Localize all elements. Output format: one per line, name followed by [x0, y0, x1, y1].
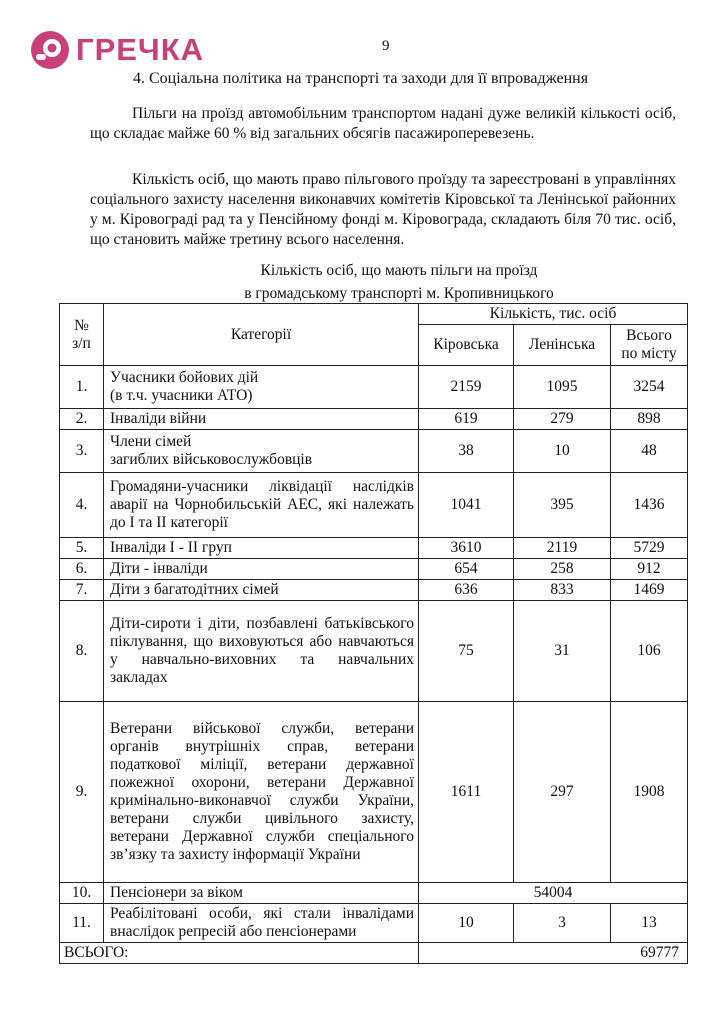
row-num: 11. [60, 904, 104, 943]
row-leninska: 10 [514, 430, 611, 473]
table-row [60, 559, 688, 580]
paragraph-benefits-share: Пільги на проїзд автомобільним транспортом надані дуже великій кількості осіб, що складає майже 60 % від загальних обсягів пасажироперевезень. [90, 105, 676, 142]
page-number: 9 [382, 38, 390, 54]
header-total: Всього по місту [611, 325, 688, 366]
row-category: Діти - інваліди [104, 559, 419, 580]
row-total: 898 [611, 409, 688, 430]
row-leninska: 31 [514, 601, 611, 702]
row-category: Ветерани військової служби, ветерани органів внутрішніх справ, ветерани податкової міліції, ветерани державної пожежної охорони, ветерани Державної кримінально-виконавчої служби України, ветерани служби цивільного захисту, ветерани Державної служби спеціального зв’язку та захисту інформації України [104, 702, 419, 883]
table-row-11 [60, 904, 688, 943]
row-leninska: 258 [514, 559, 611, 580]
table-title-line-1: Кількість осіб, що мають пільги на проїзд [260, 262, 538, 279]
row-category: Діти з багатодітних сімей [104, 580, 419, 601]
table-row [60, 409, 688, 430]
header-count-group: Кількість, тис. осіб [419, 304, 688, 325]
total-value: 69777 [419, 943, 688, 964]
row-total: 106 [611, 601, 688, 702]
row-total: 48 [611, 430, 688, 473]
row-num: 4. [60, 473, 104, 538]
row-num: 3. [60, 430, 104, 473]
row-category: Учасники бойових дій (в т.ч. учасники АТО) [104, 366, 419, 409]
row-kirovska: 1611 [419, 702, 514, 883]
row-category: Члени сімей загиблих військовослужбовців [104, 430, 419, 473]
row-kirovska: 619 [419, 409, 514, 430]
total-label: ВСЬОГО: [60, 943, 419, 964]
row-kirovska: 10 [419, 904, 514, 943]
table-row-10 [60, 883, 688, 904]
buckwheat-logo-icon [30, 30, 70, 70]
row-kirovska: 75 [419, 601, 514, 702]
benefits-table [59, 303, 688, 964]
row-leninska: 279 [514, 409, 611, 430]
row-total: 5729 [611, 538, 688, 559]
row-total: 1436 [611, 473, 688, 538]
row-category: Реабілітовані особи, які стали інвалідами внаслідок репресій або пенсіонерами [104, 904, 419, 943]
header-num: № з/п [60, 304, 104, 366]
table-row [60, 601, 688, 702]
table-header-row [60, 304, 688, 325]
row-kirovska: 3610 [419, 538, 514, 559]
row-category: Діти-сироти і діти, позбавлені батьківського піклування, що виховуються або навчаються у навчально-виховних та навчальних закладах [104, 601, 419, 702]
row-num: 6. [60, 559, 104, 580]
row-leninska: 2119 [514, 538, 611, 559]
header-kirovska: Кіровська [419, 325, 514, 366]
table-row [60, 702, 688, 883]
table-total-row [60, 943, 688, 964]
row-num: 7. [60, 580, 104, 601]
row-num: 1. [60, 366, 104, 409]
row-num: 2. [60, 409, 104, 430]
row-total: 3254 [611, 366, 688, 409]
row-kirovska: 1041 [419, 473, 514, 538]
table-row [60, 580, 688, 601]
row-total: 912 [611, 559, 688, 580]
row-leninska: 833 [514, 580, 611, 601]
table-row [60, 430, 688, 473]
row-merged-value: 54004 [419, 883, 688, 904]
row-leninska: 297 [514, 702, 611, 883]
row-total: 1908 [611, 702, 688, 883]
row-num: 10. [60, 883, 104, 904]
table-body [60, 366, 688, 883]
row-num: 8. [60, 601, 104, 702]
table-row [60, 366, 688, 409]
row-kirovska: 38 [419, 430, 514, 473]
site-logo [30, 30, 204, 70]
row-category: Громадяни-учасники ліквідації наслідків аварії на Чорнобильській АЕС, які належать до І та ІІ категорії [104, 473, 419, 538]
header-category: Категорії [104, 304, 419, 366]
logo-text: ГРЕЧКА [76, 32, 205, 67]
row-kirovska: 2159 [419, 366, 514, 409]
section-heading: 4. Соціальна політика на транспорті та заходи для її впровадження [133, 70, 589, 87]
row-category: Інваліди І - ІІ груп [104, 538, 419, 559]
table-row [60, 473, 688, 538]
table-row [60, 538, 688, 559]
header-leninska: Ленінська [514, 325, 611, 366]
row-total: 1469 [611, 580, 688, 601]
row-leninska: 1095 [514, 366, 611, 409]
row-num: 9. [60, 702, 104, 883]
row-leninska: 3 [514, 904, 611, 943]
row-category: Пенсіонери за віком [104, 883, 419, 904]
row-leninska: 395 [514, 473, 611, 538]
row-num: 5. [60, 538, 104, 559]
row-kirovska: 654 [419, 559, 514, 580]
paragraph-beneficiaries-count: Кількість осіб, що мають право пільгового проїзду та зареєстровані в управліннях соціального захисту населення виконавчих комітетів Кіровської та Ленінської районних у м. Кіровограді рад та у Пенсійному фонді м. Кіровограда, складають біля 70 тис. осіб, що становить майже третину всього населення. [90, 171, 676, 248]
table-title-line-2: в громадському транспорті м. Кропивницького [244, 285, 554, 302]
row-kirovska: 636 [419, 580, 514, 601]
row-total: 13 [611, 904, 688, 943]
row-category: Інваліди війни [104, 409, 419, 430]
